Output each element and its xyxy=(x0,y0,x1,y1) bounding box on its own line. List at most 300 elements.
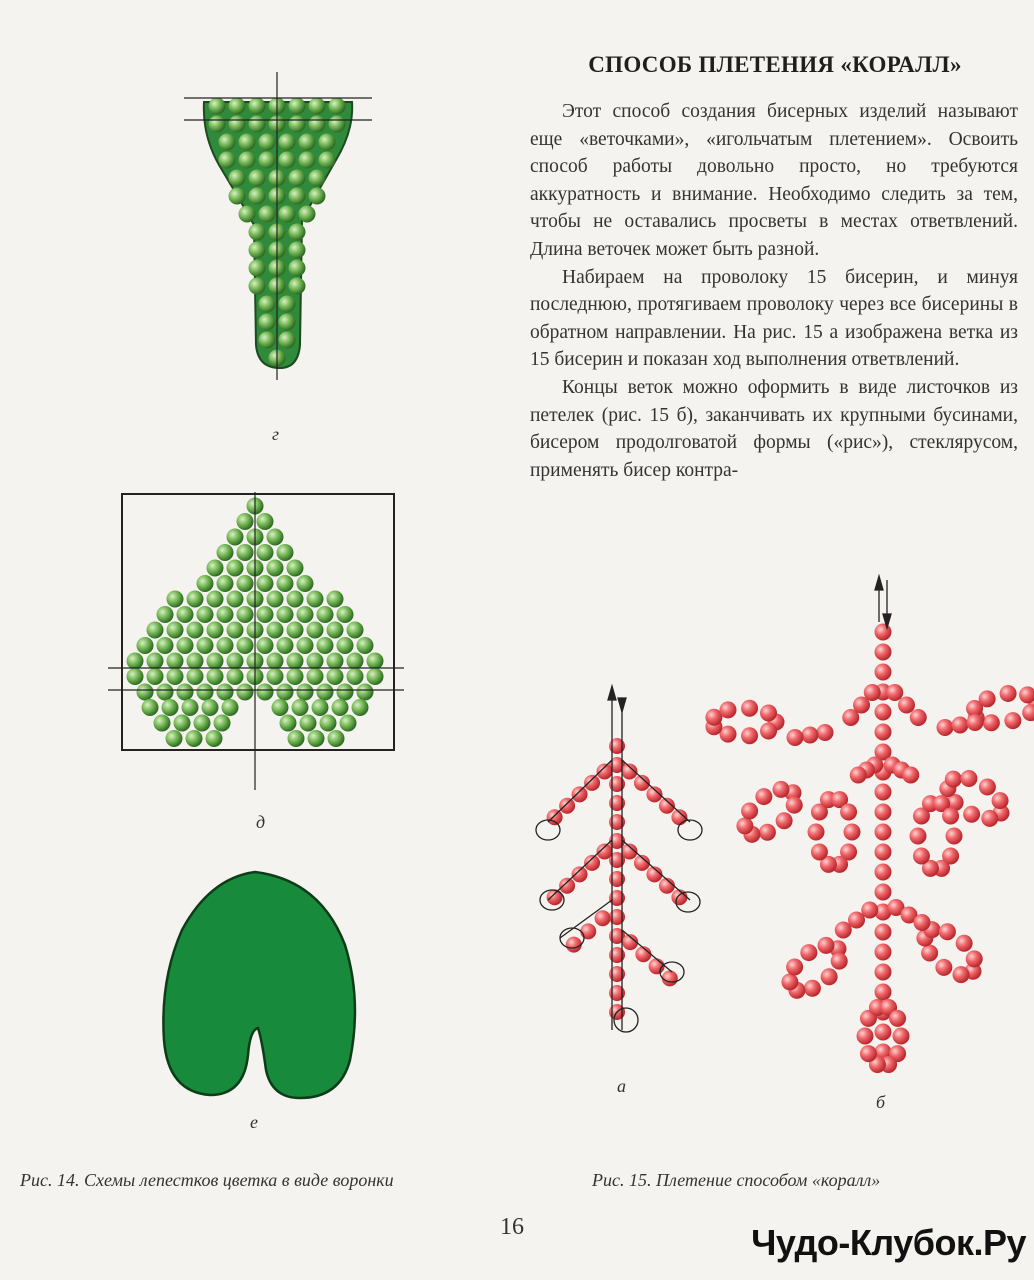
branch-b-bead xyxy=(875,764,892,781)
figure-label-b: б xyxy=(876,1092,886,1112)
branch-b-bead xyxy=(786,959,803,976)
heart-bead xyxy=(288,730,305,747)
heart-bead xyxy=(300,715,317,732)
branch-b-bead xyxy=(720,701,737,718)
heart-bead xyxy=(267,653,284,670)
heart-bead xyxy=(237,684,254,701)
funnel-beads xyxy=(209,98,346,367)
branch-a-bead xyxy=(609,776,625,792)
branch-a-bead xyxy=(609,985,625,1001)
branch-b-bead xyxy=(860,1045,877,1062)
branch-b-bead xyxy=(835,922,852,939)
branch-b-bead xyxy=(736,817,753,834)
heart-bead xyxy=(257,575,274,592)
branch-b-bead xyxy=(866,757,883,774)
funnel-bead xyxy=(329,98,346,115)
heart-bead xyxy=(312,699,329,716)
heart-bead xyxy=(340,715,357,732)
branch-b-bead xyxy=(817,724,834,741)
branch-b-bead xyxy=(952,966,969,983)
funnel-bead xyxy=(289,224,306,241)
heart-bead xyxy=(187,591,204,608)
branch-b-bead xyxy=(831,953,848,970)
heart-bead xyxy=(287,591,304,608)
branch-b-bead xyxy=(842,709,859,726)
funnel-bead xyxy=(279,134,296,151)
branch-b-bead xyxy=(913,847,930,864)
heart-bead xyxy=(297,606,314,623)
branch-b-bead xyxy=(861,902,878,919)
funnel-bead xyxy=(209,98,226,115)
branch-a-bead xyxy=(547,809,563,825)
branch-b-bead xyxy=(875,924,892,941)
funnel-bead xyxy=(299,206,316,223)
branch-b-bead xyxy=(946,828,963,845)
heart-bead xyxy=(317,606,334,623)
funnel-bead xyxy=(289,116,306,133)
branch-b-bead xyxy=(840,804,857,821)
branch-b-bead xyxy=(875,784,892,801)
heart-bead xyxy=(207,622,224,639)
heart-bead xyxy=(267,591,284,608)
figure-label-a: а xyxy=(617,1076,626,1096)
branch-a-bead xyxy=(671,809,687,825)
funnel-bead xyxy=(249,170,266,187)
heart-bead xyxy=(352,699,369,716)
heart-bead xyxy=(327,622,344,639)
funnel-bead xyxy=(309,98,326,115)
heart-bead xyxy=(177,606,194,623)
branch-b-bead xyxy=(802,727,819,744)
branch-b-bead xyxy=(875,944,892,961)
funnel-bead xyxy=(259,332,276,349)
branch-b-bead xyxy=(942,808,959,825)
funnel-bead xyxy=(299,152,316,169)
branch-a-bead xyxy=(609,871,625,887)
branch-b-bead xyxy=(784,784,801,801)
branch-a-bead xyxy=(635,946,651,962)
heart-bead xyxy=(328,730,345,747)
heart-bead xyxy=(292,699,309,716)
branch-b-bead xyxy=(875,744,892,761)
branch-a-bead xyxy=(659,878,675,894)
branch-b-bead xyxy=(759,824,776,841)
funnel-bead xyxy=(249,278,266,295)
branch-b-bead xyxy=(1004,712,1021,729)
heart-bead xyxy=(227,668,244,685)
heart-bead xyxy=(257,513,274,530)
funnel-bead xyxy=(279,332,296,349)
branch-b-bead xyxy=(979,690,996,707)
heart-bead xyxy=(197,684,214,701)
branch-b-bead xyxy=(889,1045,906,1062)
funnel-bead xyxy=(289,242,306,259)
heart-bead xyxy=(287,622,304,639)
heart-bead xyxy=(147,622,164,639)
branch-b-bead xyxy=(864,684,881,701)
branch-b-bead xyxy=(821,968,838,985)
branch-a-bead xyxy=(609,795,625,811)
heart-bead xyxy=(157,637,174,654)
branch-b-bead xyxy=(880,999,897,1016)
branch-b-bead xyxy=(786,797,803,814)
branch-b-bead xyxy=(956,935,973,952)
branch-b-bead xyxy=(966,950,983,967)
branch-b-bead xyxy=(875,844,892,861)
heart-bead xyxy=(277,575,294,592)
branch-b-bead xyxy=(875,964,892,981)
branch-b-bead xyxy=(705,709,722,726)
heart-bead xyxy=(167,622,184,639)
branch-b-bead xyxy=(979,778,996,795)
branch-b-bead xyxy=(1000,685,1017,702)
branch-b-bead xyxy=(850,767,867,784)
heart-bead xyxy=(287,668,304,685)
funnel-bead xyxy=(279,152,296,169)
paragraph-2: Набираем на проволоку 15 бисерин, и минуя последнюю, протягиваем проволоку через все бисерины в обратном направлении. На рис. 15 а изображена ветка из 15 бисерин и показан ход выполнения ответвлений. xyxy=(530,266,1018,371)
branch-b-bead xyxy=(875,804,892,821)
branch-b-bead xyxy=(772,781,789,798)
branch-b-bead xyxy=(942,847,959,864)
heart-bead xyxy=(127,668,144,685)
branch-b-bead xyxy=(935,959,952,976)
heart-bead xyxy=(247,622,264,639)
heart-bead xyxy=(227,529,244,546)
branch-b-bead xyxy=(952,717,969,734)
heart-bead xyxy=(332,699,349,716)
page-number: 16 xyxy=(500,1214,524,1240)
branch-b-bead xyxy=(914,914,931,931)
branch-b-bead xyxy=(884,757,901,774)
funnel-bead xyxy=(269,278,286,295)
branch-b-bead xyxy=(705,718,722,735)
funnel-bead xyxy=(249,98,266,115)
heart-bead xyxy=(227,653,244,670)
heart-bead xyxy=(247,560,264,577)
figure-14-caption: Рис. 14. Схемы лепестков цветка в виде воронки xyxy=(20,1170,394,1190)
heart-bead xyxy=(182,699,199,716)
heart-bead xyxy=(167,653,184,670)
branch-a-bead xyxy=(609,966,625,982)
branch-a-bead xyxy=(609,1004,625,1020)
heart-bead xyxy=(257,637,274,654)
branch-a-bead xyxy=(609,890,625,906)
heart-bead xyxy=(177,684,194,701)
branch-b-bead xyxy=(875,684,892,701)
branch-b-bead xyxy=(960,770,977,787)
heart-bead xyxy=(317,637,334,654)
funnel-bead xyxy=(259,206,276,223)
heart-bead xyxy=(227,622,244,639)
branch-b-bead xyxy=(967,714,984,731)
funnel-bead xyxy=(209,116,226,133)
funnel-bead xyxy=(289,260,306,277)
funnel-bead xyxy=(299,134,316,151)
branch-b-bead xyxy=(939,923,956,940)
branch-b-bead xyxy=(937,719,954,736)
branch-b-bead xyxy=(776,812,793,829)
heart-bead xyxy=(166,730,183,747)
heart-bead xyxy=(347,653,364,670)
figure-15-caption: Рис. 15. Плетение способом «коралл» xyxy=(592,1170,881,1190)
branch-b-bead xyxy=(913,808,930,825)
funnel-bead xyxy=(269,242,286,259)
branch-a-bead xyxy=(559,878,575,894)
heart-bead xyxy=(320,715,337,732)
heart-bead xyxy=(187,653,204,670)
heart-bead xyxy=(207,591,224,608)
branch-a-beads xyxy=(547,738,688,1020)
branch-b-bead xyxy=(875,644,892,661)
branch-a-bead xyxy=(622,934,638,950)
branch-b-bead xyxy=(804,980,821,997)
branch-a-bead xyxy=(584,855,600,871)
branch-b-bead xyxy=(910,828,927,845)
heart-bead xyxy=(137,684,154,701)
branch-b-bead xyxy=(844,824,861,841)
branch-b-bead xyxy=(817,937,834,954)
branch-a-bead xyxy=(609,852,625,868)
branch-a-bead xyxy=(609,947,625,963)
heart-bead xyxy=(297,575,314,592)
heart-bead xyxy=(237,606,254,623)
branch-b-bead xyxy=(880,1056,897,1073)
heart-bead xyxy=(202,699,219,716)
funnel-bead xyxy=(239,206,256,223)
heart-bead xyxy=(217,544,234,561)
heart-bead xyxy=(247,529,264,546)
branch-a-bead xyxy=(584,775,600,791)
funnel-bead xyxy=(249,260,266,277)
heart-bead xyxy=(207,668,224,685)
branch-a-bead xyxy=(572,866,588,882)
heart-bead xyxy=(197,637,214,654)
heart-bead xyxy=(217,606,234,623)
branch-b-bead xyxy=(820,791,837,808)
branch-b-bead xyxy=(922,795,939,812)
heart-bead xyxy=(357,684,374,701)
heart-bead xyxy=(347,668,364,685)
heart-bead xyxy=(287,560,304,577)
funnel-bead xyxy=(309,116,326,133)
heart-bead xyxy=(217,684,234,701)
branch-b-bead xyxy=(875,724,892,741)
funnel-bead xyxy=(319,134,336,151)
heart-bead xyxy=(308,730,325,747)
heart-bead xyxy=(237,575,254,592)
funnel-bead xyxy=(239,152,256,169)
heart-bead xyxy=(367,653,384,670)
branch-b-bead xyxy=(966,700,983,717)
heart-bead xyxy=(222,699,239,716)
heart-bead xyxy=(247,591,264,608)
branch-a-bead xyxy=(609,814,625,830)
funnel-bead xyxy=(289,188,306,205)
heart-bead xyxy=(197,606,214,623)
branch-b-bead xyxy=(853,697,870,714)
funnel-bead xyxy=(219,134,236,151)
heart-bead xyxy=(327,653,344,670)
heart-bead xyxy=(337,637,354,654)
heart-bead xyxy=(187,622,204,639)
heart-bead xyxy=(277,606,294,623)
branch-b-bead xyxy=(875,1024,892,1041)
funnel-bead xyxy=(269,116,286,133)
branch-b-bead xyxy=(875,1004,892,1021)
funnel-bead xyxy=(269,224,286,241)
heart-bead xyxy=(214,715,231,732)
heart-bead xyxy=(227,560,244,577)
heart-bead xyxy=(127,653,144,670)
branch-a-bead xyxy=(597,763,613,779)
paragraph-1: Этот способ создания бисерных изделий называют еще «веточками», «игольчатым плетением». Освоить способ работы довольно просто, но требуются аккуратность и внимание. Необходимо следить за тем, чтобы не оставались просветы в местах ответвлений. Длина веточек может быть разной. xyxy=(530,101,1018,260)
funnel-bead xyxy=(229,170,246,187)
funnel-bead xyxy=(249,188,266,205)
branch-b-bead xyxy=(1019,686,1034,703)
heart-bead xyxy=(267,560,284,577)
heart-bead xyxy=(337,684,354,701)
branch-b-bead xyxy=(964,963,981,980)
heart-bead xyxy=(257,606,274,623)
branch-b-bead xyxy=(921,944,938,961)
heart-bead xyxy=(237,544,254,561)
funnel-bead xyxy=(309,170,326,187)
funnel-bead xyxy=(249,224,266,241)
branch-a-bead xyxy=(572,786,588,802)
funnel-bead xyxy=(269,260,286,277)
branch-b-bead xyxy=(888,899,905,916)
branch-b-bead xyxy=(808,824,825,841)
branch-b-bead xyxy=(811,804,828,821)
branch-b-bead xyxy=(893,762,910,779)
heart-bead xyxy=(157,606,174,623)
funnel-bead xyxy=(269,170,286,187)
branch-a-bead xyxy=(609,738,625,754)
branch-b-bead xyxy=(768,714,785,731)
funnel-bead xyxy=(219,152,236,169)
branch-b-bead xyxy=(981,810,998,827)
heart-bead xyxy=(207,653,224,670)
branch-b-bead xyxy=(760,722,777,739)
branch-b-bead xyxy=(933,860,950,877)
branch-b-bead xyxy=(875,984,892,1001)
branch-a-bead xyxy=(609,833,625,849)
funnel-bead xyxy=(249,116,266,133)
heart-bead xyxy=(277,637,294,654)
branch-b-bead xyxy=(820,856,837,873)
branch-b-bead xyxy=(840,843,857,860)
heart-bead xyxy=(307,668,324,685)
funnel-bead xyxy=(249,242,266,259)
funnel-bead xyxy=(269,188,286,205)
branch-a-bead xyxy=(649,958,665,974)
branch-b-bead xyxy=(898,697,915,714)
branch-b-bead xyxy=(875,864,892,881)
funnel-bead xyxy=(309,188,326,205)
heart-bead xyxy=(217,637,234,654)
branch-b-bead xyxy=(886,684,903,701)
branch-a-bead xyxy=(566,937,582,953)
heart-bead xyxy=(257,684,274,701)
branch-b-bead xyxy=(875,664,892,681)
branch-b-bead xyxy=(831,791,848,808)
branch-b-bead xyxy=(800,944,817,961)
branch-b-bead xyxy=(741,803,758,820)
funnel-bead xyxy=(279,296,296,313)
funnel-bead xyxy=(239,134,256,151)
heart-bead xyxy=(167,591,184,608)
branch-b-bead xyxy=(893,1028,910,1045)
heart-bead xyxy=(297,684,314,701)
branch-a-bead xyxy=(597,843,613,859)
branch-b-bead xyxy=(741,700,758,717)
branch-a-bead xyxy=(621,763,637,779)
paragraph-3: Концы веток можно оформить в виде листочков из петелек (рис. 15 б), заканчивать их крупными бусинами, бисером продолговатой формы («рис»), стеклярусом, применять бисер контра- xyxy=(530,376,1018,481)
heart-bead xyxy=(197,575,214,592)
heart-bead xyxy=(267,668,284,685)
branch-a-bead xyxy=(634,855,650,871)
heart-bead xyxy=(207,560,224,577)
branch-b-bead xyxy=(939,780,956,797)
heart-bead xyxy=(147,668,164,685)
branch-b-bead xyxy=(869,999,886,1016)
branch-b-bead xyxy=(829,940,846,957)
section-heading: СПОСОБ ПЛЕТЕНИЯ «КОРАЛЛ» xyxy=(588,52,962,77)
heart-bead xyxy=(297,637,314,654)
funnel-bead xyxy=(259,152,276,169)
funnel-bead xyxy=(229,98,246,115)
branch-a-bead xyxy=(547,889,563,905)
branch-a-bead xyxy=(609,909,625,925)
branch-b-bead xyxy=(902,767,919,784)
heart-bead xyxy=(277,544,294,561)
branch-b-bead xyxy=(923,921,940,938)
branch-a-bead xyxy=(671,889,687,905)
funnel-bead xyxy=(319,152,336,169)
heart-bead xyxy=(257,544,274,561)
branch-b-bead xyxy=(1022,704,1034,721)
branch-b-bead xyxy=(760,705,777,722)
funnel-bead xyxy=(329,116,346,133)
branch-b-bead xyxy=(869,1056,886,1073)
branch-b-bead xyxy=(992,792,1009,809)
branch-b-bead xyxy=(811,843,828,860)
watermark: Чудо-Клубок.Ру xyxy=(751,1222,1026,1263)
heart-bead xyxy=(337,606,354,623)
branch-b-bead xyxy=(857,1028,874,1045)
heart-bead xyxy=(277,684,294,701)
branch-b-bead xyxy=(831,856,848,873)
branch-a-bead xyxy=(580,923,596,939)
heart-bead xyxy=(267,529,284,546)
heart-bead xyxy=(247,653,264,670)
branch-b-bead xyxy=(848,912,865,929)
figure-label-g: г xyxy=(272,424,280,444)
branch-b-bead xyxy=(916,930,933,947)
branch-b-bead xyxy=(875,884,892,901)
heart-bead xyxy=(307,622,324,639)
heart-bead xyxy=(267,622,284,639)
heart-bead xyxy=(287,653,304,670)
heart-bead xyxy=(186,730,203,747)
branch-a-bead xyxy=(595,910,611,926)
branch-b-bead xyxy=(788,982,805,999)
heart-bead xyxy=(327,668,344,685)
heart-bead xyxy=(317,684,334,701)
branch-a-bead xyxy=(609,928,625,944)
funnel-bead xyxy=(259,296,276,313)
branch-b-bead xyxy=(858,762,875,779)
